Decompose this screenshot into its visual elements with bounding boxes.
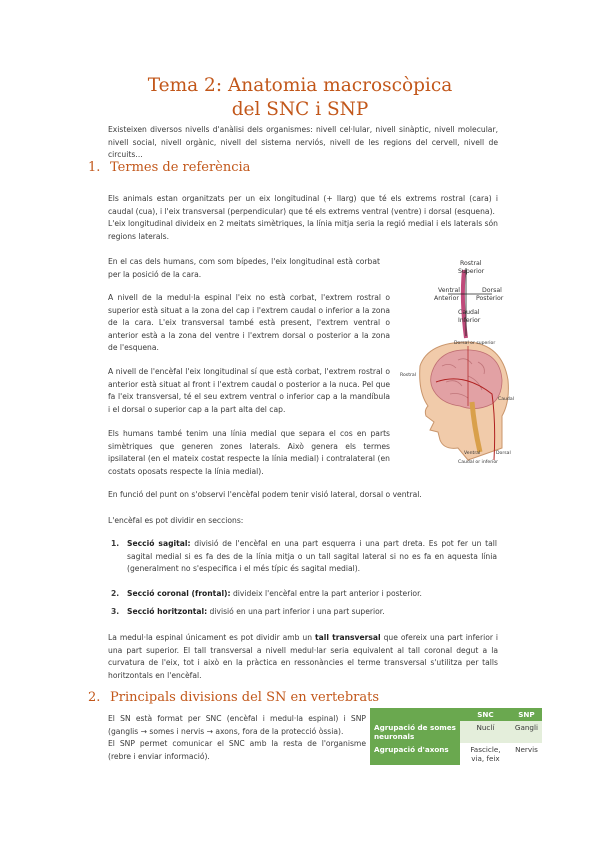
label-anterior: Anterior [434,295,459,302]
title-line-2: del SNC i SNP [231,99,369,120]
section-1-number: 1. [88,160,101,175]
s1-paragraph-8: L'encèfal es pot dividir en seccions: [108,516,244,525]
label-inferior: Inferior [458,317,481,324]
head-brain-figure [398,336,518,466]
spinal-cord-shape [463,270,466,338]
table-row [370,743,542,765]
label-dorsal-superior: Dorsal or superior [454,341,496,346]
label-dorsal-head: Dorsal [496,451,511,456]
list-item-horitzontal: 3. Secció horitzontal: divisió en una part inferior i una part superior. [111,607,385,616]
label-dorsal: Dorsal [482,287,502,294]
section-2-number: 2. [88,690,101,705]
s1-paragraph-4: A nivell de la medul·la espinal l'eix no està corbat, l'extrem rostral o superior està situat a la zona del cap i l'extrem caudal o inferior a la zona de la cara. L'eix transversal també està present, l'extrem ventral o anterior està a la zona del ventre i l'extrem dorsal o posterior a la zona de l'esquena. [108,293,390,352]
section-1-heading [88,160,250,175]
table-header-cell [370,708,460,721]
s1-paragraph-1: Els animals estan organitzats per un eix longitudinal (+ llarg) que té els extrems rostral (cara) i caudal (cua), i l'eix transversal (perpendicular) que té els extrems ventral (ventre) i dorsal (esquena). [108,194,498,216]
title-line-1: Tema 2: Anatomia macroscòpica [147,75,453,96]
label-rostral-head: Rostral [400,373,416,378]
s2-paragraph-2: El SNP permet comunicar el SNC amb la resta de l'organisme (rebre i enviar informació). [108,739,366,761]
table-row-label: Agrupació de somes neuronals [370,721,460,743]
label-ventral-head: Ventral [464,451,481,456]
table-cell: Nervis [515,745,538,754]
s1-paragraph-3: En el cas dels humans, com som bípedes, l'eix longitudinal està corbat per la posició de la cara. [108,257,380,279]
section-2-heading [88,690,379,705]
s1-paragraph-6: Els humans també tenim una línia medial que separa el cos en parts simètriques que generen zones laterals. Això genera els termes ipsilateral (en el mateix costat respecte la línia medial) i contralateral (en costats oposats respecte la línia medial). [108,429,390,476]
label-rostral: Rostral [460,260,482,267]
label-ventral: Ventral [438,287,460,294]
s1-paragraph-9: La medul·la espinal únicament es pot dividir amb un tall transversal que ofereix una part inferior i una part superior. El tall transversal a nivell medul·lar seria equivalent al tall coronal degut a la curvatura de l'eix, tot i això en la pràctica en ressonàncies el terme transversal s'utilitza per talls horitzontals en l'encèfal. [108,633,499,680]
table-header-cell: SNC [477,710,494,719]
table-header-cell: SNP [518,710,535,719]
s1-paragraph-5: A nivell de l'encèfal l'eix longitudinal sí que està corbat, l'extrem rostral o anterior està situat al front i l'extrem caudal o posterior a la nuca. Pel que fa l'eix transversal, té el seu extrem ventral o inferior cap a la mandíbula i el dorsal o superior cap a la part alta del cap. [108,367,390,414]
label-superior: Superior [458,268,485,275]
s2-paragraph-1: El SN està format per SNC (encèfal i medul·la espinal) i SNP (ganglis → somes i nervis → axons, fora de la protecció òssia). [108,714,366,736]
section-2-title: Principals divisions del SN en vertebrats [110,690,380,705]
s1-paragraph-2: L'eix longitudinal divideix en 2 meitats simètriques, la línia mitja seria la regió medial i els laterals són regions laterals. [108,219,498,241]
table-cell: Nuclí [476,723,495,732]
divisions-table [370,708,542,765]
table-cell: Fascicle, via, feix [470,745,501,763]
s1-paragraph-7: En funció del punt on s'observi l'encèfal podem tenir visió lateral, dorsal o ventral. [108,490,422,499]
list-item-coronal: 2. Secció coronal (frontal): divideix l'encèfal entre la part anterior i posterior. [111,589,422,598]
label-posterior: Posterior [476,295,504,302]
label-caudal: Caudal [458,309,480,316]
table-header-row [370,708,542,721]
list-item-sagital: 1. Secció sagital: divisió de l'encèfal en una part esquerra i una part dreta. Es pot fer un tall sagital medial si es fa des de la línia mitja o un tall sagital lateral si no es fa en aquesta línia (generalment no s'especifica i el més típic és sagital medial). [111,539,497,573]
label-caudal-inferior: Caudal or inferior [458,460,499,465]
table-row [370,721,542,743]
section-1-title: Termes de referència [110,160,251,175]
spinal-cord-figure [420,256,512,346]
table-row-label: Agrupació d'axons [370,743,460,765]
intro-paragraph: Existeixen diversos nivells d'anàlisi dels organismes: nivell cel·lular, nivell sinàptic, nivell molecular, nivell social, nivell orgànic, nivell del sistema nerviós, nivell de les regions del cervell, nivell de circuits… [108,125,498,159]
label-caudal-head: Caudal [498,397,514,402]
table-cell: Gangli [514,723,538,732]
